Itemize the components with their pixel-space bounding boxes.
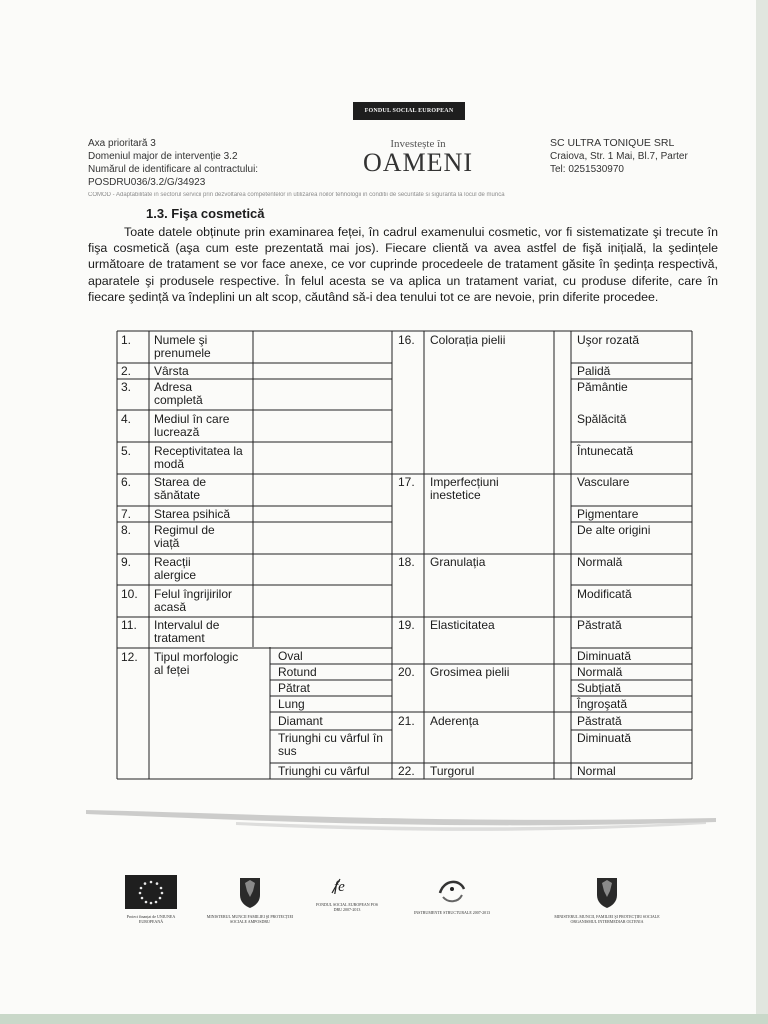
face-type-option: Rotund bbox=[278, 665, 317, 679]
row-label: Vârsta bbox=[154, 364, 189, 378]
granulation-option: Modificată bbox=[577, 587, 632, 601]
logo-caption: MINISTERUL MUNCII, FAMILIEI ŞI PROTECȚIEI SOCIALE ORGANISMUL INTERMEDIAR OLTENIA bbox=[554, 914, 660, 924]
skin-color-option: Uşor rozată bbox=[577, 333, 640, 347]
face-type-option: Triunghi cu vârful în sus bbox=[278, 731, 383, 758]
row-number: 2. bbox=[121, 364, 132, 378]
coat-of-arms-icon bbox=[237, 875, 263, 909]
row-label: Adresa completă bbox=[154, 380, 203, 407]
row-number: 9. bbox=[121, 555, 132, 569]
face-type-option: Lung bbox=[278, 697, 305, 711]
row-number: 1. bbox=[121, 333, 132, 347]
face-type-option: Oval bbox=[278, 649, 303, 663]
row-number: 11. bbox=[121, 618, 137, 632]
row-number: 19. bbox=[398, 618, 415, 632]
row-number: 8. bbox=[121, 523, 132, 537]
header-left-line: Numărul de identificare al contractului: bbox=[88, 164, 259, 175]
row-label: Numele şi prenumele bbox=[154, 333, 211, 360]
imperfection-option: Vasculare bbox=[577, 475, 630, 489]
logo-caption: INSTRUMENTE STRUCTURALE 2007-2013 bbox=[413, 910, 491, 915]
row-number: 5. bbox=[121, 444, 132, 458]
header-left-line: Axa prioritară 3 bbox=[88, 138, 156, 149]
row-label: Tipul morfologic al feței bbox=[154, 650, 239, 677]
company-phone: Tel: 0251530970 bbox=[550, 164, 624, 175]
row-label: Grosimea pielii bbox=[430, 665, 510, 679]
face-type-option: Diamant bbox=[278, 714, 323, 728]
structural-instruments-icon bbox=[434, 875, 470, 905]
row-number: 3. bbox=[121, 380, 132, 394]
adherence-option: Diminuată bbox=[577, 731, 632, 745]
row-label: Receptivitatea la modă bbox=[154, 444, 243, 471]
svg-text:fe: fe bbox=[334, 879, 345, 895]
row-number: 18. bbox=[398, 555, 415, 569]
turgor-option: Normal bbox=[577, 764, 616, 778]
row-label: Turgorul bbox=[430, 764, 475, 778]
logo-caption: MINISTERUL MUNCII FAMILIEI ŞI PROTECȚIEI SOCIALE AMPOSDRU bbox=[206, 914, 294, 924]
structural-instruments-logo bbox=[410, 875, 494, 915]
face-type-option: Triunghi cu vârful bbox=[278, 764, 370, 778]
row-label: Colorația pielii bbox=[430, 333, 506, 347]
coat-of-arms-icon bbox=[594, 875, 620, 909]
thickness-option: Normală bbox=[577, 665, 623, 679]
row-label: Elasticitatea bbox=[430, 618, 495, 632]
logo-caption: Proiect finanțat de UNIUNEA EUROPEANĂ bbox=[126, 914, 176, 924]
row-number: 20. bbox=[398, 665, 415, 679]
logo-tagline: Investește în bbox=[390, 138, 446, 150]
header-left-line: Domeniul major de intervenție 3.2 bbox=[88, 151, 238, 162]
elasticity-option: Diminuată bbox=[577, 649, 632, 663]
thickness-option: Îngroşată bbox=[577, 697, 628, 711]
logo-caption: FONDUL SOCIAL EUROPEAN POS DRU 2007-2013 bbox=[315, 902, 379, 912]
row-label: Felul îngrijirilor acasă bbox=[154, 587, 233, 614]
thickness-option: Subțiată bbox=[577, 681, 622, 695]
skin-color-option: Palidă bbox=[577, 364, 611, 378]
row-number: 6. bbox=[121, 475, 132, 489]
skin-color-option: Spălăcită bbox=[577, 412, 627, 426]
footer-swoosh bbox=[86, 808, 716, 848]
adherence-option: Păstrată bbox=[577, 714, 622, 728]
fse-banner: FONDUL SOCIAL EUROPEAN bbox=[353, 102, 465, 120]
eu-logo bbox=[116, 875, 186, 924]
row-number: 10. bbox=[121, 587, 138, 601]
row-label: Reacții alergice bbox=[154, 555, 197, 582]
imperfection-option: De alte origini bbox=[577, 523, 651, 537]
row-label: Aderența bbox=[430, 714, 479, 728]
company-name: SC ULTRA TONIQUE SRL bbox=[550, 137, 675, 149]
fse-logo-icon bbox=[330, 875, 364, 897]
row-number: 4. bbox=[121, 412, 132, 426]
company-address: Craiova, Str. 1 Mai, Bl.7, Parter bbox=[550, 151, 688, 162]
row-label: Starea de sănătate bbox=[154, 475, 207, 502]
ministry-logo bbox=[204, 875, 296, 924]
row-label: Starea psihică bbox=[154, 507, 231, 521]
fse-logo bbox=[312, 875, 382, 912]
row-number: 21. bbox=[398, 714, 415, 728]
intro-paragraph: Toate datele obținute prin examinarea feței, în cadrul examenului cosmetic, vor fi sistematizate şi trecute în fişa cosmetică (aşa cum este prezentată mai jos). Fiecare clientă va avea astfel de fişă inițială, la şedințele următoare de tratament se vor face anexe, ce vor cuprinde procedeele de tratament găsite în şedința respectivă, aparatele şi produsele respective. În felul acesta se va aplica un tratament variat, cu produse diferite, care în fiecare şedință va îndeplini un alt scop, căutând să-i dea tenului tot ce are nevoie, prin diferite procedee. bbox=[88, 225, 718, 304]
granulation-option: Normală bbox=[577, 555, 623, 569]
skin-color-option: Pământie bbox=[577, 380, 628, 394]
row-number: 7. bbox=[121, 507, 132, 521]
row-label: Mediul în care lucrează bbox=[154, 412, 230, 439]
header-left-line: POSDRU036/3.2/G/34923 bbox=[88, 177, 206, 188]
eu-flag-icon bbox=[125, 875, 177, 909]
imperfection-option: Pigmentare bbox=[577, 507, 639, 521]
row-number: 17. bbox=[398, 475, 415, 489]
row-label: Intervalul de tratament bbox=[154, 618, 220, 645]
elasticity-option: Păstrată bbox=[577, 618, 622, 632]
section-title: 1.3. Fişa cosmetică bbox=[146, 206, 265, 221]
ministry-oltenia-logo bbox=[552, 875, 662, 924]
logo-word: OAMENI bbox=[363, 148, 473, 177]
row-number: 16. bbox=[398, 333, 415, 347]
row-number: 12. bbox=[121, 650, 138, 664]
row-label: Granulația bbox=[430, 555, 486, 569]
skin-color-option: Întunecată bbox=[577, 444, 634, 458]
project-line: COMOD - Adaptabilitate in sectorul servicii prin dezvoltarea competentelor in utilizarea noilor tehnologii in conditii de securitate si siguranta la locul de munca bbox=[88, 192, 505, 198]
row-label: Imperfecțiuni inestetice bbox=[430, 475, 499, 502]
face-type-option: Pătrat bbox=[278, 681, 311, 695]
row-number: 22. bbox=[398, 764, 415, 778]
row-label: Regimul de viață bbox=[154, 523, 215, 550]
